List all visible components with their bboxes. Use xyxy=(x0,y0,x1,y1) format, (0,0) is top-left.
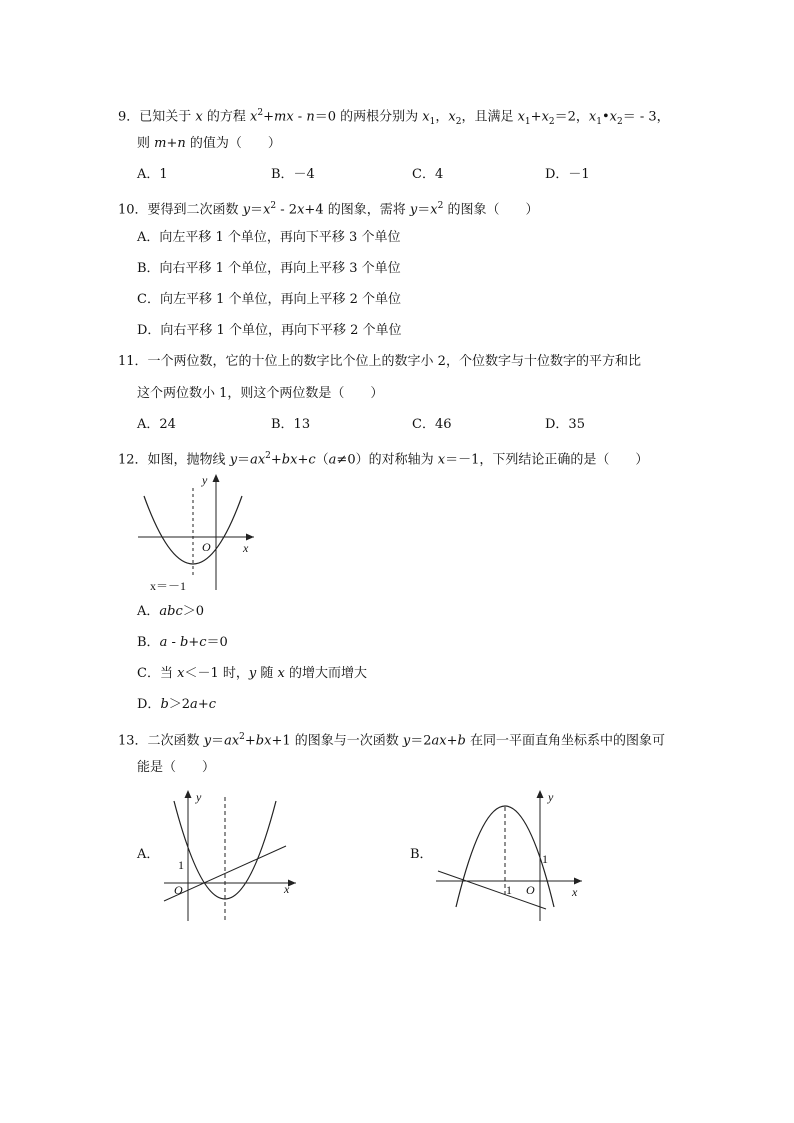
x-axis-arrow xyxy=(574,878,582,885)
x-label: x xyxy=(572,885,578,899)
q9-option-b[interactable]: B．－4 xyxy=(271,167,315,182)
y-label: y xyxy=(202,473,208,487)
q9-line1: 9．已知关于 x 的方程 $x^2+mx - n=0$ 的两根分别为 $x_1$，$x_2$，且满足 $x_1+x_2=2$，$x_1•x_2= - 3$， xyxy=(118,108,670,127)
q13-line1: 13．二次函数 $y=ax^2+bx+1$ 的图象与一次函数 y＝2ax+b 在同一平面直角坐标系中的图象可 xyxy=(118,732,665,749)
y-axis-arrow xyxy=(537,790,544,798)
y-label: y xyxy=(196,790,202,804)
q12-option-d[interactable]: D．b＞2a+c xyxy=(137,697,216,712)
origin-label: O xyxy=(202,540,211,554)
q12-parabola-graph xyxy=(136,472,266,594)
q13-option-a-letter[interactable]: A． xyxy=(137,847,160,862)
q11-option-c[interactable]: C．46 xyxy=(412,417,452,432)
q11-line1: 11．一个两位数，它的十位上的数字比个位上的数字小 2，个位数字与十位数字的平方和比 xyxy=(118,354,641,369)
q11-line2: 这个两位数小 1，则这个两位数是（ ） xyxy=(137,386,384,401)
q13-option-b-letter[interactable]: B． xyxy=(410,847,433,862)
q10-option-c[interactable]: C．向左平移 1 个单位，再向上平移 2 个单位 xyxy=(137,292,402,307)
intercept-one-label: 1 xyxy=(542,852,548,866)
symmetry-axis-label: x＝－1 xyxy=(150,579,187,593)
q12-line1: 12．如图，抛物线 $y=ax^2+bx+c(a\ne 0)$的对称轴为 x＝－1，下列结论正确的是（ ） xyxy=(118,451,649,468)
q10-line1: 10．要得到二次函数 $y=x^2 - 2x+4$ 的图象，需将 $y=x^2$ 的图象（ ） xyxy=(118,201,539,218)
q9-option-d[interactable]: D．－1 xyxy=(545,167,590,182)
y-axis-arrow xyxy=(185,790,192,798)
q11-option-d[interactable]: D．35 xyxy=(545,417,585,432)
x-label: x xyxy=(243,541,249,555)
y-label: y xyxy=(548,790,554,804)
q13-line2: 能是（ ） xyxy=(137,760,216,775)
q12-option-c[interactable]: C．当 x＜－1 时，y 随 x 的增大而增大 xyxy=(137,666,367,681)
q11-option-b[interactable]: B．13 xyxy=(271,417,311,432)
q10-option-a[interactable]: A．向左平移 1 个单位，再向下平移 3 个单位 xyxy=(137,230,401,245)
q12-option-a[interactable]: A．abc＞0 xyxy=(137,604,205,619)
q10-option-b[interactable]: B．向右平移 1 个单位，再向上平移 3 个单位 xyxy=(137,261,401,276)
intercept-one-label: 1 xyxy=(178,858,184,872)
q12-option-b[interactable]: B．a - b+c＝0 xyxy=(137,635,228,650)
x-axis-arrow xyxy=(246,534,254,541)
origin-label: O xyxy=(526,883,535,897)
minus-one-label: 1 xyxy=(506,883,512,897)
q9-option-c[interactable]: C．4 xyxy=(412,167,444,182)
q13-graph-b[interactable] xyxy=(432,787,592,922)
q13-graph-a[interactable] xyxy=(160,787,310,922)
q11-option-a[interactable]: A．24 xyxy=(137,417,176,432)
q9-line2: 则 m+n 的值为（ ） xyxy=(137,136,281,151)
q10-option-d[interactable]: D．向右平移 1 个单位，再向下平移 2 个单位 xyxy=(137,323,402,338)
q9-option-a[interactable]: A．1 xyxy=(137,167,168,182)
origin-label: O xyxy=(174,883,183,897)
y-axis-arrow xyxy=(213,474,220,482)
x-label: x xyxy=(284,882,290,896)
